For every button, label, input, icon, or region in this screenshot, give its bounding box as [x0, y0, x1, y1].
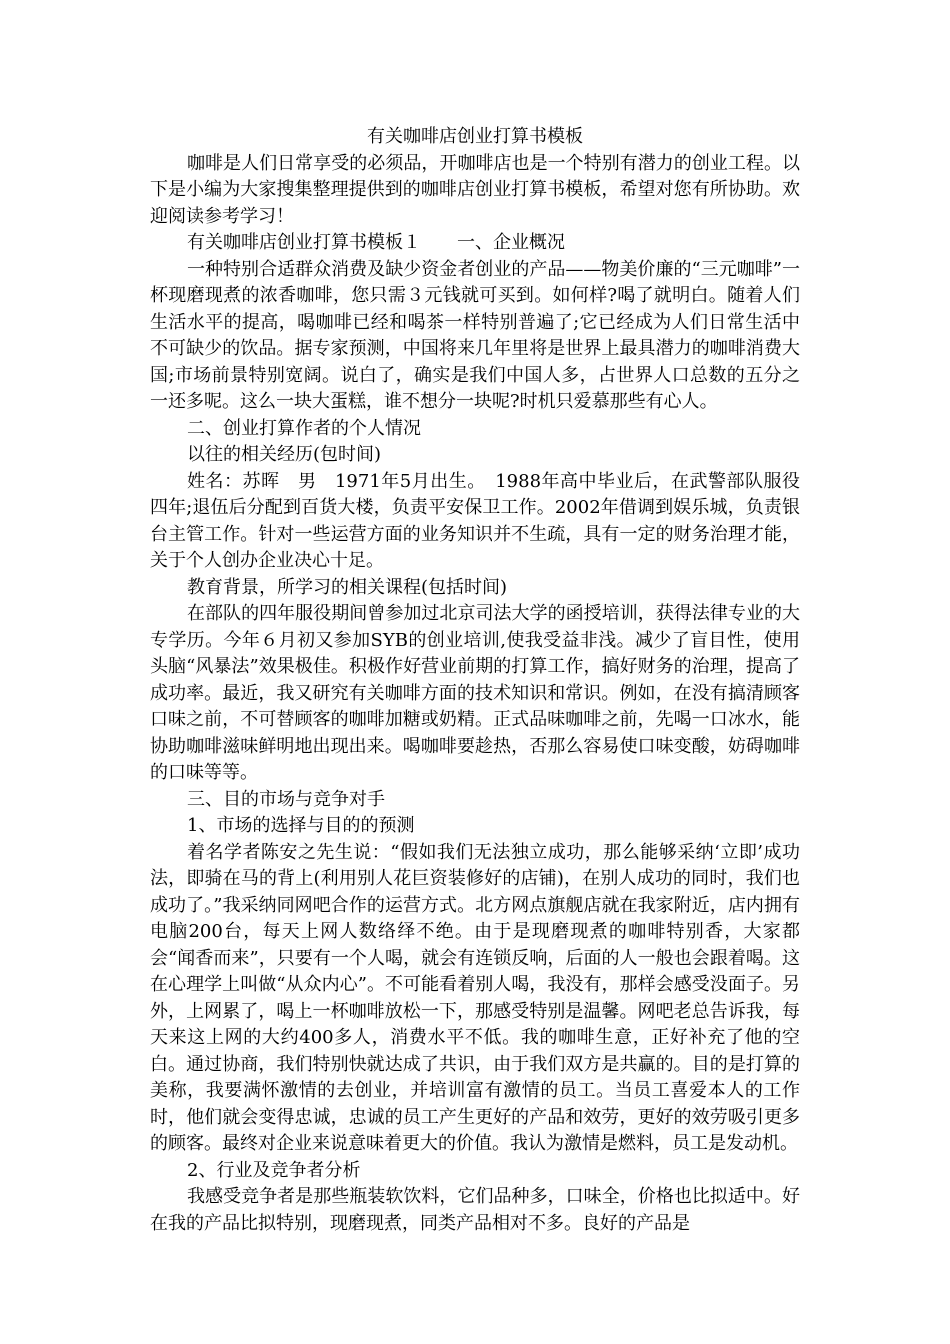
paragraph-market-selection: 着名学者陈安之先生说：“假如我们无法独立成功，那么能够采纳‘立即’成功法，即骑在马的背上(利用别人花巨资装修好的店铺)，在别人成功的同时，我们也成功了。”我采纳同网吧合作的运营方式。北方网点旗舰店就在我家附近，店内拥有电脑200台，每天上网人数络绎不绝。由于是现磨现煮的咖啡特别香，大家都会“闻香而来”，只要有一个人喝，就会有连锁反响，后面的人一般也会跟着喝。这在心理学上叫做“从众内心”。不可能看着别人喝，我没有，那样会感受没面子。另外，上网累了，喝上一杯咖啡放松一下，那感受特别是温馨。网吧老总告诉我，每天来这上网的大约400多人，消费水平不低。我的咖啡生意，正好补充了他的空白。通过协商，我们特别快就达成了共识，由于我们双方是共赢的。目的是打算的美称，我要满怀激情的去创业，并培训富有激情的员工。当员工喜爱本人的工作时，他们就会变得忠诚，忠诚的员工产生更好的产品和效劳，更好的效劳吸引更多的顾客。最终对企业来说意味着更大的价值。我认为激情是燃料，员工是发动机。: [150, 841, 800, 1154]
subheading-competition: 2、行业及竞争者分析: [187, 1159, 361, 1181]
paragraph-personal-info: 姓名：苏晖 男 1971年5月出生。 1988年高中毕业后，在武警部队服役四年;退伍后分配到百货大楼，负责平安保卫工作。2002年借调到娱乐城，负责银台主管工作。针对一些运营方面的业务知识并不生疏，具有一定的财务治理才能，关于个人创办企业决心十足。: [150, 470, 800, 571]
paragraph-intro: 咖啡是人们日常享受的必须品，开咖啡店也是一个特别有潜力的创业工程。以下是小编为大家搜集整理提供到的咖啡店创业打算书模板，希望对您有所协助。欢迎阅读参考学习！: [150, 152, 800, 227]
section-heading-market: 三、目的市场与竞争对手: [187, 788, 385, 810]
subheading-experience: 以往的相关经历(包时间): [187, 444, 382, 465]
paragraph-template-heading: 有关咖啡店创业打算书模板１ 一、企业概况: [187, 232, 565, 253]
document-title: 有关咖啡店创业打算书模板: [367, 126, 583, 147]
paragraph-company-overview: 一种特别合适群众消费及缺少资金者创业的产品——物美价廉的“三元咖啡”一杯现磨现煮的浓香咖啡，您只需３元钱就可买到。如何样?喝了就明白。随着人们生活水平的提高，喝咖啡已经和喝茶一样特别普遍了;它已经成为人们日常生活中不可缺少的饮品。据专家预测，中国将来几年里将是世界上最具潜力的咖啡消费大国;市场前景特别宽阔。说白了，确实是我们中国人多，占世界人口总数的五分之一还多呢。这么一块大蛋糕，谁不想分一块呢?时机只爱慕那些有心人。: [150, 258, 800, 412]
subheading-education: 教育背景，所学习的相关课程(包括时间): [187, 576, 508, 598]
section-heading-author: 二、创业打算作者的个人情况: [187, 417, 421, 439]
subheading-market-selection: 1、市场的选择与目的的预测: [187, 815, 415, 836]
paragraph-education: 在部队的四年服役期间曾参加过北京司法大学的函授培训，获得法律专业的大专学历。今年６月初又参加SYB的创业培训,使我受益非浅。减少了盲目性，使用头脑“风暴法”效果极佳。积极作好营业前期的打算工作，搞好财务的治理，提高了成功率。最近，我又研究有关咖啡方面的技术知识和常识。例如，在没有搞清顾客口味之前，不可替顾客的咖啡加糖或奶精。正式品味咖啡之前，先喝一口冰水，能协助咖啡滋味鲜明地出现出来。喝咖啡要趁热，否那么容易使口味变酸，妨碍咖啡的口味等等。: [150, 603, 800, 783]
paragraph-competition: 我感受竞争者是那些瓶装软饮料，它们品种多，口味全，价格也比拟适中。好在我的产品比拟特别，现磨现煮，同类产品相对不多。良好的产品是: [150, 1186, 800, 1234]
document-body: [150, 124, 800, 1237]
